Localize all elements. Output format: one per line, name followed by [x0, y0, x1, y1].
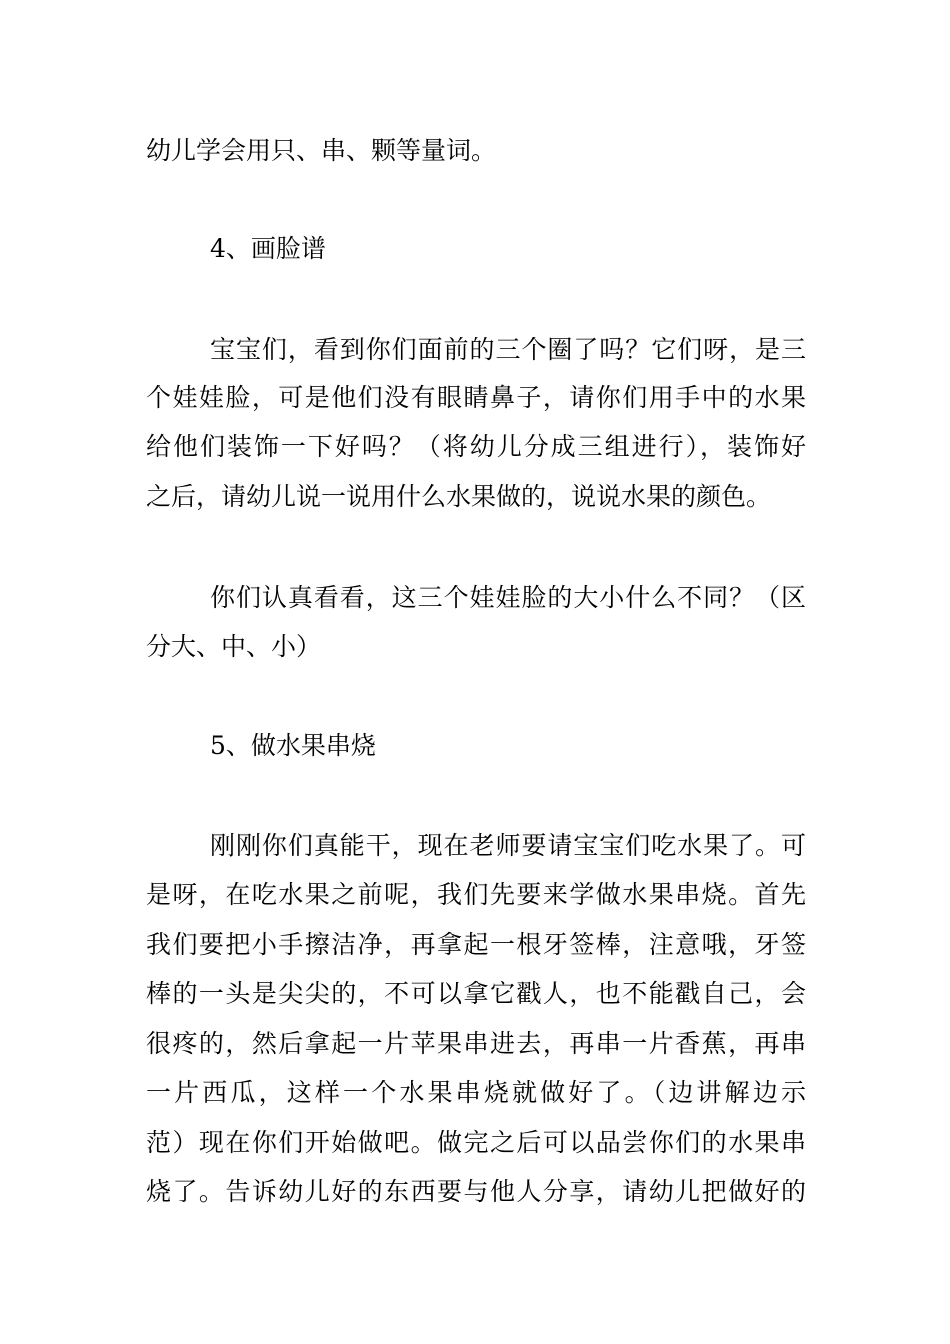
paragraph-line-9: 是呀，在吃水果之前呢，我们先要来学做水果串烧。首先: [146, 880, 806, 909]
section-heading-5: 5、做水果串烧: [210, 731, 376, 760]
paragraph-line-8: 刚刚你们真能干，现在老师要请宝宝们吃水果了。可: [210, 831, 806, 860]
paragraph-line-11: 棒的一头是尖尖的，不可以拿它戳人，也不能戳自己，会: [146, 979, 806, 1008]
paragraph-line-14: 范）现在你们开始做吧。做完之后可以品尝你们的水果串: [146, 1128, 806, 1157]
paragraph-line-10: 我们要把小手擦洁净，再拿起一根牙签棒，注意哦，牙签: [146, 930, 806, 959]
paragraph-line-4: 给他们装饰一下好吗？（将幼儿分成三组进行），装饰好: [146, 432, 806, 461]
paragraph-line-1: 幼儿学会用只、串、颗等量词。: [146, 136, 497, 165]
paragraph-line-5: 之后，请幼儿说一说用什么水果做的，说说水果的颜色。: [146, 482, 772, 511]
paragraph-line-13: 一片西瓜，这样一个水果串烧就做好了。（边讲解边示: [146, 1078, 806, 1107]
paragraph-line-3: 个娃娃脸，可是他们没有眼睛鼻子，请你们用手中的水果: [146, 383, 806, 412]
paragraph-line-6: 你们认真看看，这三个娃娃脸的大小什么不同？（区: [210, 583, 806, 612]
section-heading-4: 4、画脸谱: [210, 234, 326, 263]
paragraph-line-12: 很疼的，然后拿起一片苹果串进去，再串一片香蕉，再串: [146, 1029, 806, 1058]
paragraph-line-7: 分大、中、小）: [146, 632, 322, 661]
paragraph-line-15: 烧了。告诉幼儿好的东西要与他人分享，请幼儿把做好的: [146, 1177, 806, 1206]
paragraph-line-2: 宝宝们，看到你们面前的三个圈了吗？它们呀，是三: [210, 335, 806, 364]
